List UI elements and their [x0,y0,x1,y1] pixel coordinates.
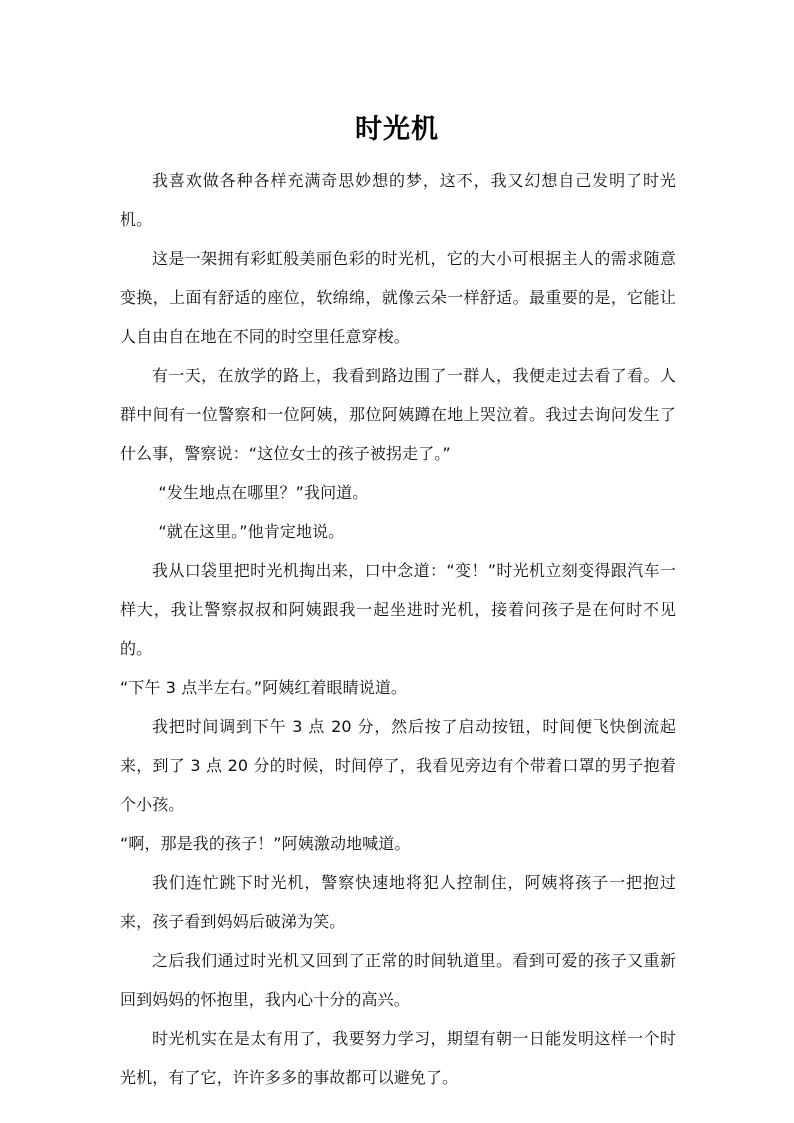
paragraph-6: 我从口袋里把时光机掏出来，口中念道：“变！”时光机立刻变得跟汽车一样大，我让警察叔叔和阿姨跟我一起坐进时光机，接着问孩子是在何时不见的。 [120,561,676,658]
paragraph-4: “发生地点在哪里？”我问道。 [158,483,369,502]
document-title: 时光机 [355,114,439,145]
paragraph-8: 我把时间调到下午 3 点 20 分，然后按了启动按钮，时间便飞快倒流起来，到了 3 点 20 分的时候，时间停了，我看见旁边有个带着口罩的男子抱着个小孩。 [120,717,676,814]
paragraph-5: “就在这里。”他肯定地说。 [158,522,345,541]
paragraph-12: 时光机实在是太有用了，我要努力学习，期望有朝一日能发明这样一个时光机，有了它，许许多多的事故都可以避免了。 [120,1029,676,1087]
paragraph-2: 这是一架拥有彩虹般美丽色彩的时光机，它的大小可根据主人的需求随意变换，上面有舒适的座位，软绵绵，就像云朵一样舒适。最重要的是，它能让人自由自在地在不同的时空里任意穿梭。 [120,249,676,346]
paragraph-11: 之后我们通过时光机又回到了正常的时间轨道里。看到可爱的孩子又重新回到妈妈的怀抱里，我内心十分的高兴。 [120,951,676,1009]
paragraph-10: 我们连忙跳下时光机，警察快速地将犯人控制住，阿姨将孩子一把抱过来，孩子看到妈妈后破涕为笑。 [120,873,676,931]
paragraph-3: 有一天，在放学的路上，我看到路边围了一群人，我便走过去看了看。人群中间有一位警察和一位阿姨，那位阿姨蹲在地上哭泣着。我过去询问发生了什么事，警察说：“这位女士的孩子被拐走了。” [120,366,676,463]
paragraph-7: “下午 3 点半左右。”阿姨红着眼睛说道。 [120,678,408,697]
document-body [120,161,676,1097]
paragraph-9: “啊，那是我的孩子！”阿姨激动地喊道。 [120,834,411,853]
paragraph-1: 我喜欢做各种各样充满奇思妙想的梦，这不，我又幻想自己发明了时光机。 [120,171,676,229]
